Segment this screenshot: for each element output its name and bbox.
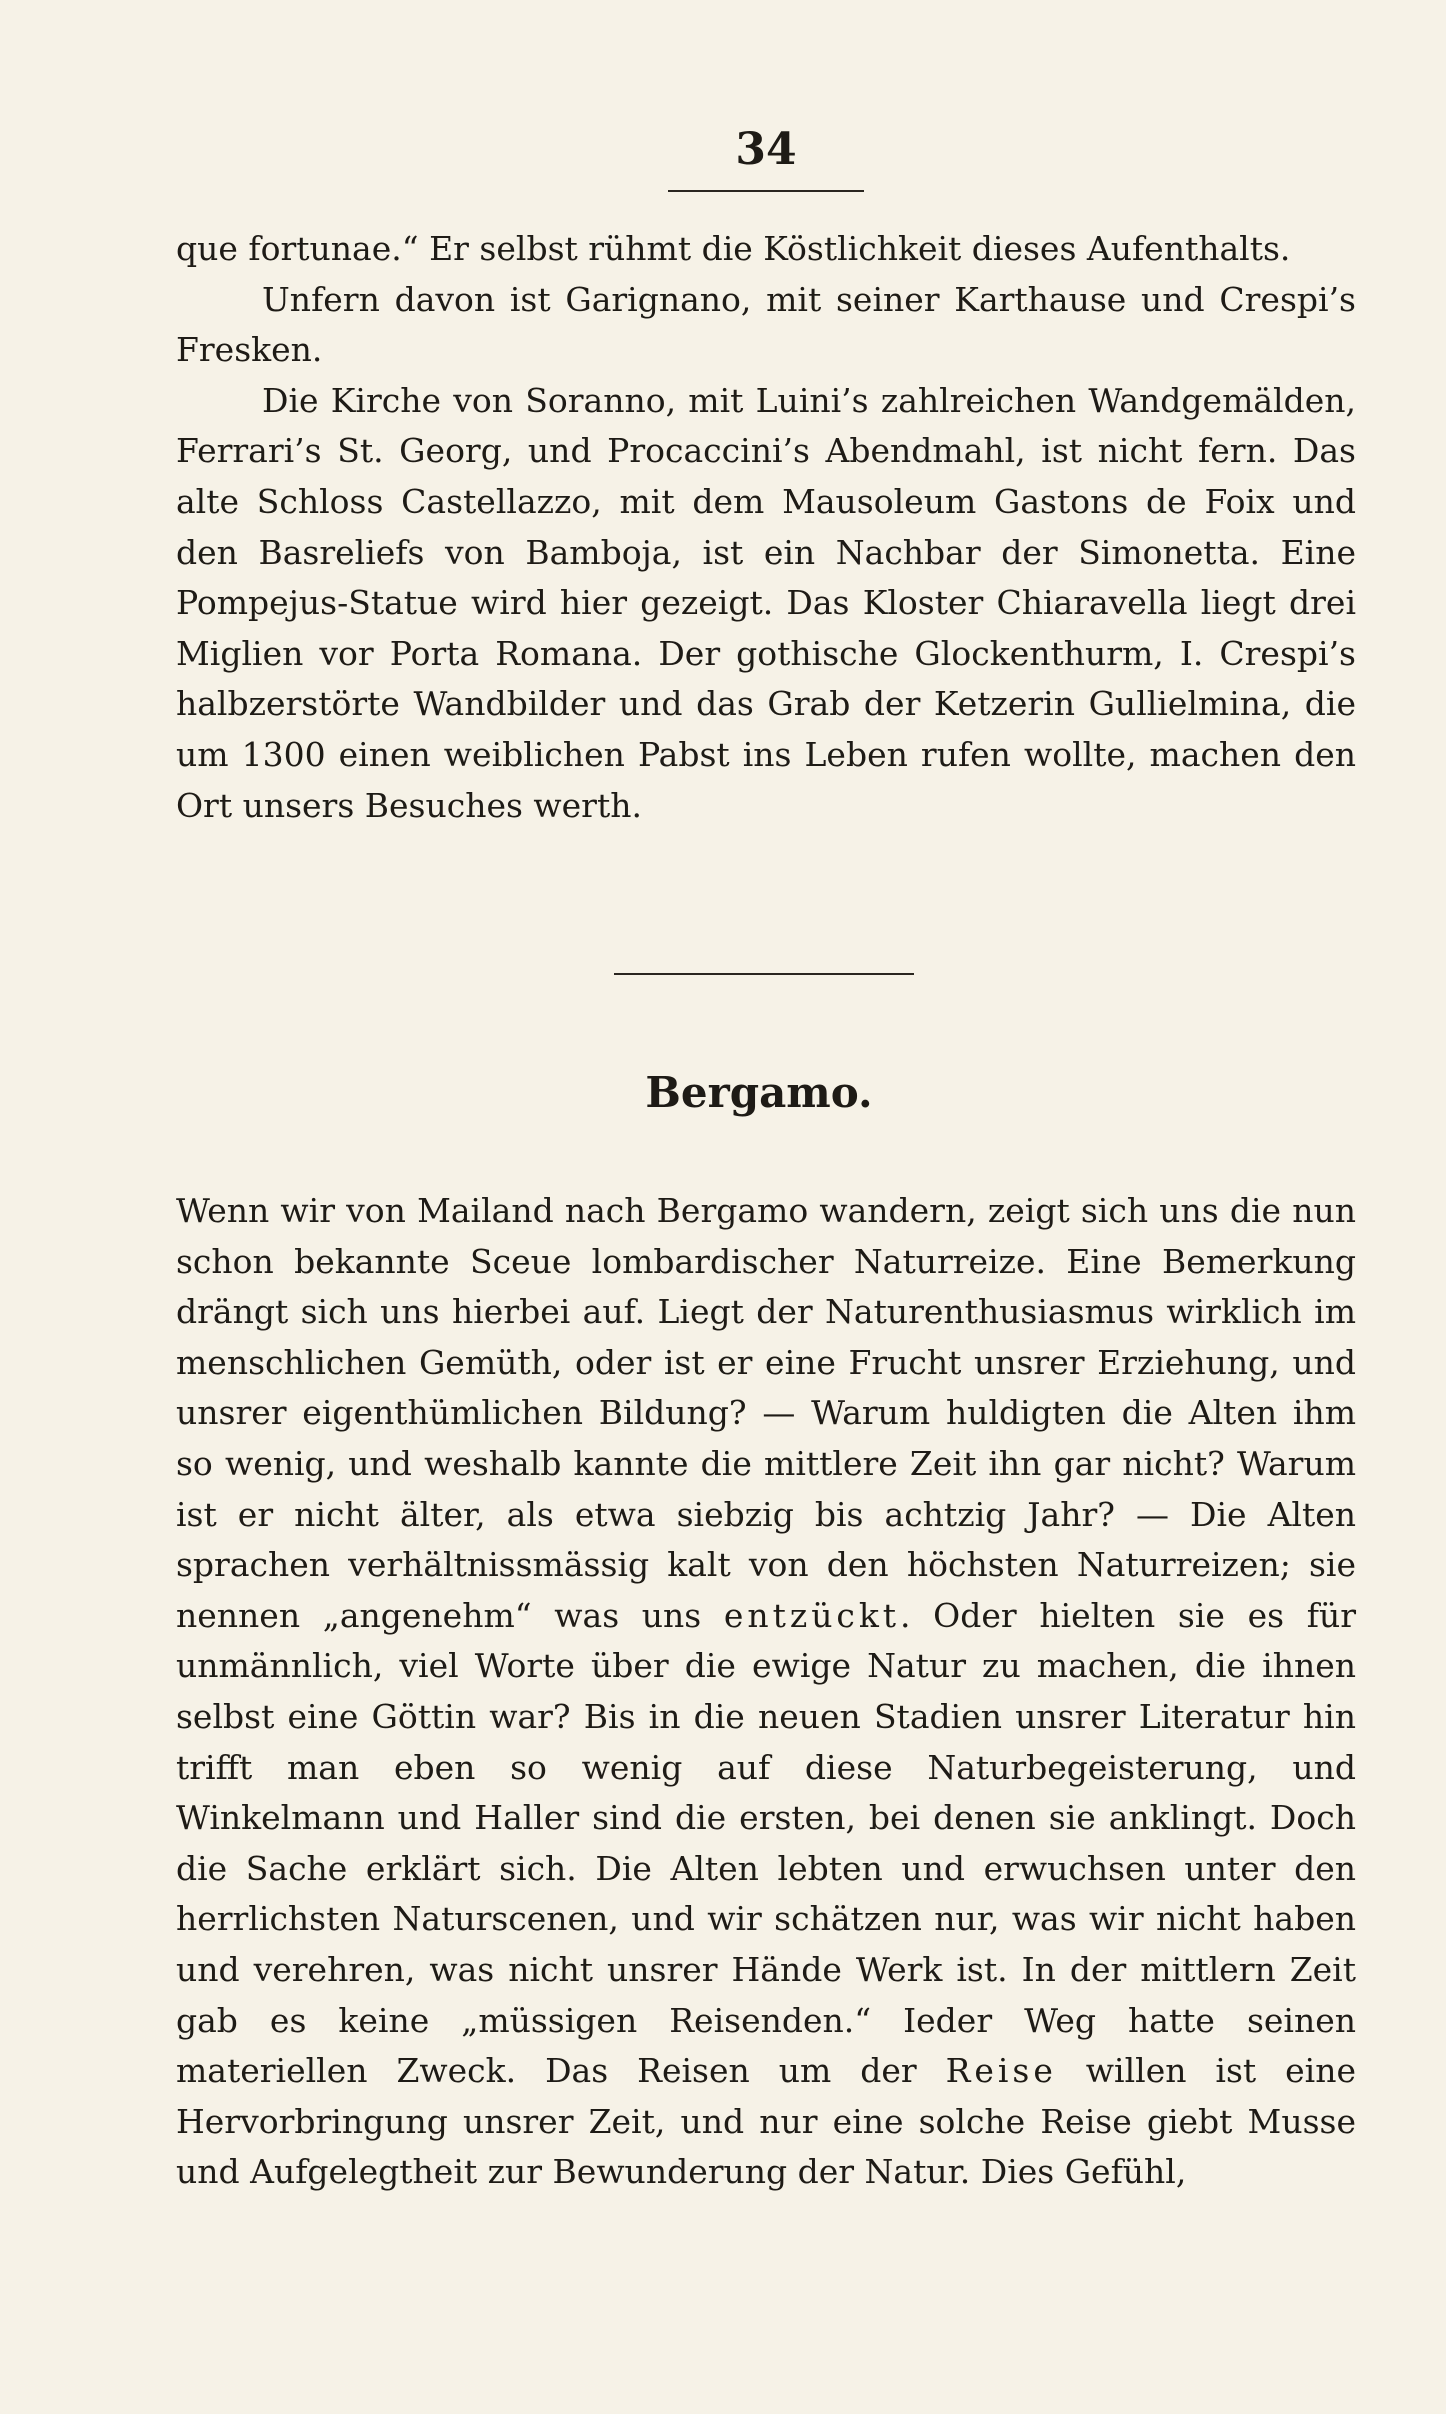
page-number: 34 [735,124,797,175]
emphasis-entzueckt: entzückt [723,1595,901,1635]
text-block-milan-surroundings [176,224,1356,831]
paragraph-bergamo-part-1: Wenn wir von Mailand nach Bergamo wandern, zeigt sich uns die nun schon bekannte Sceue lombardischer Naturreize. Eine Bemerkung drängt sich uns hierbei auf. Liegt der Naturenthusiasmus wirklich im menschlichen Gemüth, oder ist er eine Frucht unsrer Erziehung, und unsrer eigenthümlichen Bildung? — Warum huldigten die Alten ihm so wenig, und weshalb kannte die mittlere Zeit ihn gar nicht? Warum ist er nicht älter, als etwa siebzig bis achtzig Jahr? — Die Alten sprachen verhältnissmässig kalt von den höchsten Naturreizen; sie nennen „angenehm“ was uns [176,1191,1356,1635]
paragraph-bergamo-part-2: . Oder hielten sie es für unmännlich, viel Worte über die ewige Natur zu machen, die ihnen selbst eine Göttin war? Bis in die neuen Stadien unsrer Literatur hin trifft man eben so wenig auf diese Naturbegeisterung, und Winkelmann und Haller sind die ersten, bei denen sie anklingt. Doch die Sache erklärt sich. Die Alten lebten und erwuchsen unter den herrlichsten Naturscenen, und wir schätzen nur, was wir nicht haben und verehren, was nicht unsrer Hände Werk ist. In der mittlern Zeit gab es keine „müssigen Reisenden.“ Ieder Weg hatte seinen materiellen Zweck. Das Reisen um der [176,1595,1356,2091]
text-block-bergamo [176,1186,1356,2198]
page-number-underline [668,190,864,192]
paragraph-bergamo [176,1186,1356,2198]
emphasis-reise: Reise [945,2051,1057,2091]
paragraph-garignano: Unfern davon ist Garignano, mit seiner Karthause und Crespi’s Fresken. [176,279,1356,370]
paragraph-continuation: que fortunae.“ Er selbst rühmt die Köstlichkeit dieses Aufenthalts. [176,229,1291,268]
section-divider [614,973,914,975]
paragraph-soranno: Die Kirche von Soranno, mit Luini’s zahlreichen Wandgemälden, Ferrari’s St. Georg, und Procaccini’s Abendmahl, ist nicht fern. Das alte Schloss Castellazzo, mit dem Mausoleum Gastons de Foix und den Basreliefs von Bamboja, ist ein Nachbar der Simonetta. Eine Pompejus-Statue wird hier gezeigt. Das Kloster Chiaravella liegt drei Miglien vor Porta Romana. Der gothische Glockenthurm, I. Crespi’s halbzerstörte Wandbilder und das Grab der Ketzerin Gullielmina, die um 1300 einen weiblichen Pabst ins Leben rufen wollte, machen den Ort unsers Besuches werth. [176,380,1356,825]
section-heading-bergamo: Bergamo. [645,1068,873,1117]
paragraph-bergamo-part-3: willen ist eine Hervorbringung unsrer Zeit, und nur eine solche Reise giebt Musse und Aufgelegtheit zur Bewunderung der Natur. Dies Gefühl, [176,2051,1357,2192]
